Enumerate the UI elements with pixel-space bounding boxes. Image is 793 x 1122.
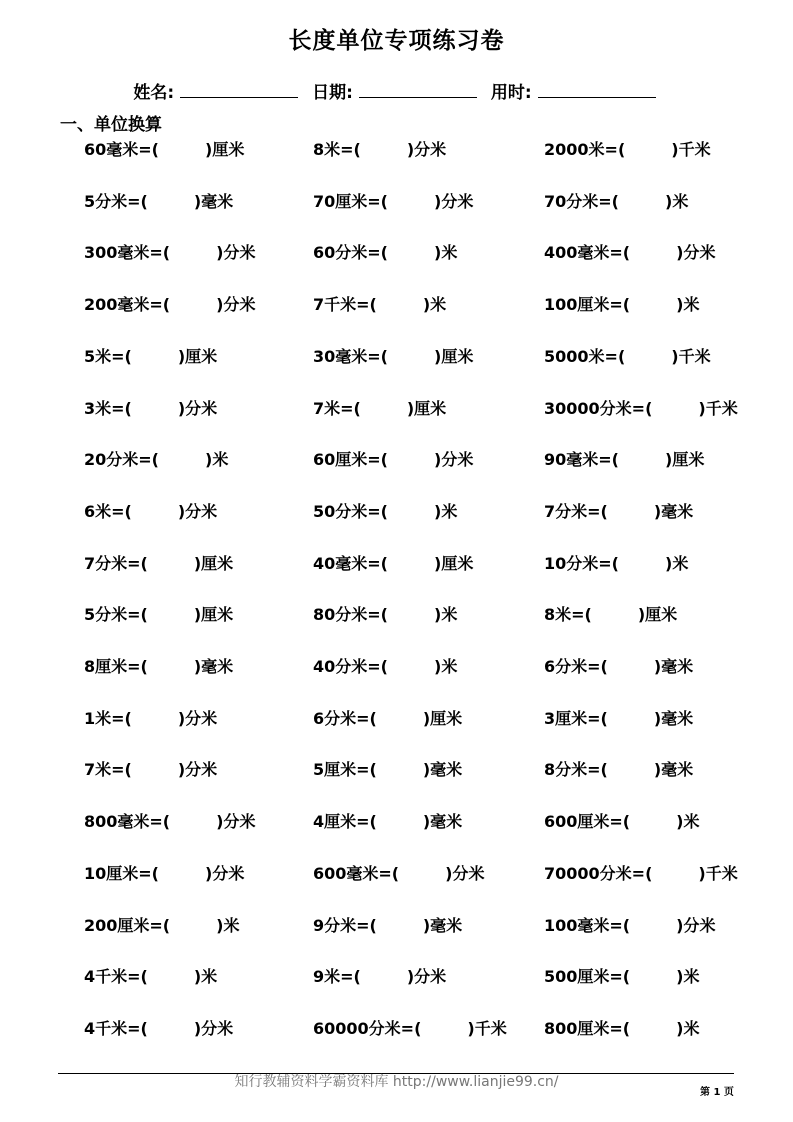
question-unit: )分米: [177, 398, 218, 418]
question-prefix: 200毫米=(: [84, 295, 171, 315]
question-prefix: 300毫米=(: [84, 243, 171, 263]
conversion-question: [544, 235, 715, 271]
conversion-question: [313, 959, 446, 995]
question-prefix: 8分米=(: [544, 760, 608, 780]
conversion-question: [313, 856, 484, 892]
question-unit: )米: [434, 657, 458, 676]
conversion-question: [84, 235, 255, 271]
conversion-question: [84, 184, 233, 220]
conversion-question: [313, 701, 462, 737]
conversion-question: [313, 391, 446, 427]
question-unit: )千米: [698, 398, 738, 418]
conversion-question: [544, 908, 715, 944]
conversion-question: [313, 494, 457, 530]
exercise-row: [0, 184, 793, 220]
question-prefix: 8米=(: [313, 140, 361, 159]
conversion-question: [544, 752, 693, 788]
question-unit: )厘米: [637, 605, 678, 625]
question-unit: )厘米: [177, 346, 218, 366]
question-unit: )毫米: [653, 708, 694, 728]
question-prefix: 60分米=(: [313, 243, 388, 263]
time-label: 用时:: [490, 83, 532, 103]
conversion-question: [84, 494, 217, 530]
conversion-question: [544, 701, 693, 737]
conversion-question: [544, 339, 711, 375]
question-unit: )毫米: [422, 812, 463, 832]
exercise-row: [0, 804, 793, 840]
question-unit: )厘米: [406, 398, 447, 418]
question-prefix: 4千米=(: [84, 1018, 148, 1038]
question-unit: )毫米: [653, 760, 694, 780]
question-unit: )米: [676, 967, 700, 987]
question-prefix: 60厘米=(: [313, 450, 388, 470]
question-prefix: 9分米=(: [313, 915, 377, 935]
question-unit: )千米: [698, 863, 738, 883]
question-unit: )米: [676, 812, 700, 832]
exercise-row: [0, 287, 793, 323]
question-prefix: 4千米=(: [84, 967, 148, 987]
question-unit: )米: [434, 501, 458, 521]
question-unit: )厘米: [193, 553, 234, 573]
conversion-question: [313, 442, 473, 478]
question-unit: )分米: [177, 760, 218, 780]
question-prefix: 40分米=(: [313, 657, 388, 676]
conversion-question: [84, 649, 233, 685]
question-prefix: 8米=(: [544, 605, 592, 625]
question-unit: )米: [434, 605, 458, 625]
question-unit: )米: [434, 243, 458, 263]
conversion-question: [544, 856, 738, 892]
question-prefix: 30毫米=(: [313, 346, 388, 366]
question-unit: )分米: [177, 708, 218, 728]
page-number: 第 1 页: [700, 1087, 734, 1098]
question-unit: )厘米: [205, 140, 245, 159]
conversion-question: [84, 442, 228, 478]
question-unit: )厘米: [665, 450, 705, 470]
question-prefix: 60000分米=(: [313, 1018, 422, 1038]
conversion-question: [313, 132, 446, 168]
question-prefix: 5分米=(: [84, 605, 148, 625]
question-unit: )分米: [676, 915, 716, 935]
conversion-question: [544, 546, 688, 582]
question-prefix: 9米=(: [313, 967, 361, 987]
conversion-question: [84, 804, 255, 840]
conversion-question: [84, 597, 233, 633]
question-prefix: 7米=(: [313, 398, 361, 418]
time-blank[interactable]: [538, 81, 656, 98]
question-prefix: 7千米=(: [313, 295, 377, 315]
conversion-question: [313, 649, 457, 685]
conversion-question: [313, 287, 446, 323]
question-prefix: 10厘米=(: [84, 863, 159, 883]
question-prefix: 70厘米=(: [313, 191, 388, 211]
question-prefix: 90毫米=(: [544, 450, 619, 470]
conversion-question: [313, 1011, 507, 1047]
question-prefix: 8厘米=(: [84, 657, 148, 676]
exercise-row: [0, 235, 793, 271]
question-unit: )米: [422, 295, 447, 315]
question-unit: )毫米: [193, 191, 234, 211]
question-prefix: 400毫米=(: [544, 243, 631, 263]
student-info-line: [0, 78, 793, 103]
conversion-question: [84, 132, 244, 168]
question-unit: )厘米: [193, 605, 234, 625]
question-prefix: 40毫米=(: [313, 553, 388, 573]
question-prefix: 30000分米=(: [544, 398, 653, 418]
conversion-question: [84, 856, 244, 892]
exercise-row: [0, 959, 793, 995]
question-unit: )分米: [406, 967, 447, 987]
date-label: 日期:: [312, 83, 353, 103]
question-prefix: 20分米=(: [84, 450, 159, 470]
question-unit: )米: [676, 295, 700, 315]
conversion-question: [84, 287, 255, 323]
question-unit: )分米: [676, 243, 716, 263]
conversion-question: [544, 287, 699, 323]
question-prefix: 200厘米=(: [84, 915, 171, 935]
question-prefix: 5000米=(: [544, 346, 626, 366]
question-unit: )毫米: [193, 657, 234, 676]
question-unit: )分米: [216, 812, 256, 832]
question-unit: )千米: [671, 346, 711, 366]
question-unit: )分米: [406, 140, 447, 159]
question-unit: )米: [193, 967, 218, 987]
conversion-question: [313, 908, 462, 944]
conversion-question: [313, 752, 462, 788]
question-prefix: 7分米=(: [544, 501, 608, 521]
question-unit: )千米: [671, 140, 711, 159]
conversion-question: [544, 1011, 699, 1047]
section-heading: 一、单位换算: [60, 115, 162, 135]
question-unit: )分米: [177, 501, 218, 521]
question-unit: )毫米: [422, 760, 463, 780]
question-unit: )毫米: [653, 657, 694, 676]
question-unit: )米: [676, 1018, 700, 1038]
conversion-question: [84, 1011, 233, 1047]
exercise-row: [0, 1011, 793, 1047]
conversion-question: [313, 184, 473, 220]
conversion-question: [544, 442, 704, 478]
question-prefix: 70分米=(: [544, 191, 619, 211]
conversion-question: [544, 494, 693, 530]
conversion-question: [544, 597, 677, 633]
question-prefix: 100毫米=(: [544, 915, 631, 935]
question-prefix: 6分米=(: [313, 708, 377, 728]
conversion-question: [544, 391, 738, 427]
conversion-question: [544, 184, 688, 220]
question-prefix: 2000米=(: [544, 140, 626, 159]
question-unit: )分米: [434, 191, 474, 211]
exercise-row: [0, 132, 793, 168]
exercise-row: [0, 442, 793, 478]
conversion-question: [84, 391, 217, 427]
exercise-row: [0, 701, 793, 737]
question-prefix: 6米=(: [84, 501, 132, 521]
conversion-question: [84, 752, 217, 788]
name-blank[interactable]: [180, 81, 298, 98]
date-blank[interactable]: [359, 81, 477, 98]
conversion-question: [313, 339, 473, 375]
question-unit: )分米: [434, 450, 474, 470]
conversion-question: [544, 132, 711, 168]
exercise-row: [0, 339, 793, 375]
question-unit: )分米: [216, 243, 256, 263]
conversion-question: [544, 959, 699, 995]
question-unit: )分米: [216, 295, 256, 315]
question-unit: )千米: [467, 1018, 507, 1038]
question-prefix: 500厘米=(: [544, 967, 631, 987]
question-prefix: 70000分米=(: [544, 863, 653, 883]
question-unit: )毫米: [653, 501, 694, 521]
question-prefix: 5米=(: [84, 346, 132, 366]
question-prefix: 5厘米=(: [313, 760, 377, 780]
question-prefix: 80分米=(: [313, 605, 388, 625]
question-prefix: 10分米=(: [544, 553, 619, 573]
question-unit: )分米: [205, 863, 245, 883]
question-prefix: 1米=(: [84, 708, 132, 728]
exercise-row: [0, 649, 793, 685]
exercise-row: [0, 391, 793, 427]
exercise-row: [0, 856, 793, 892]
question-prefix: 600厘米=(: [544, 812, 631, 832]
conversion-question: [84, 959, 217, 995]
question-prefix: 100厘米=(: [544, 295, 631, 315]
conversion-question: [84, 908, 239, 944]
exercise-row: [0, 597, 793, 633]
question-unit: )米: [665, 191, 689, 211]
exercise-row: [0, 752, 793, 788]
question-prefix: 800厘米=(: [544, 1018, 631, 1038]
question-prefix: 60毫米=(: [84, 140, 159, 159]
conversion-question: [313, 546, 473, 582]
question-prefix: 800毫米=(: [84, 812, 171, 832]
question-unit: )分米: [445, 863, 485, 883]
question-prefix: 3厘米=(: [544, 708, 608, 728]
exercise-row: [0, 494, 793, 530]
question-prefix: 600毫米=(: [313, 863, 400, 883]
exercise-row: [0, 908, 793, 944]
question-prefix: 4厘米=(: [313, 812, 377, 832]
question-unit: )米: [665, 553, 689, 573]
name-label: 姓名:: [133, 83, 175, 103]
conversion-question: [313, 597, 457, 633]
conversion-question: [313, 804, 462, 840]
page-title: 长度单位专项练习卷: [288, 28, 505, 54]
question-unit: )分米: [193, 1018, 234, 1038]
question-unit: )米: [216, 915, 240, 935]
conversion-question: [84, 339, 217, 375]
exercise-row: [0, 546, 793, 582]
watermark: 知行教辅资料学霸资料库 http://www.lianjie99.cn/: [234, 1074, 559, 1090]
question-unit: )厘米: [434, 346, 474, 366]
question-unit: )毫米: [422, 915, 463, 935]
conversion-question: [544, 649, 693, 685]
conversion-question: [84, 701, 217, 737]
conversion-question: [544, 804, 699, 840]
question-prefix: 6分米=(: [544, 657, 608, 676]
question-unit: )厘米: [434, 553, 474, 573]
question-prefix: 5分米=(: [84, 191, 148, 211]
question-prefix: 7分米=(: [84, 553, 148, 573]
question-prefix: 3米=(: [84, 398, 132, 418]
conversion-question: [84, 546, 233, 582]
question-unit: )米: [205, 450, 229, 470]
question-unit: )厘米: [422, 708, 463, 728]
conversion-question: [313, 235, 457, 271]
question-prefix: 50分米=(: [313, 501, 388, 521]
question-prefix: 7米=(: [84, 760, 132, 780]
